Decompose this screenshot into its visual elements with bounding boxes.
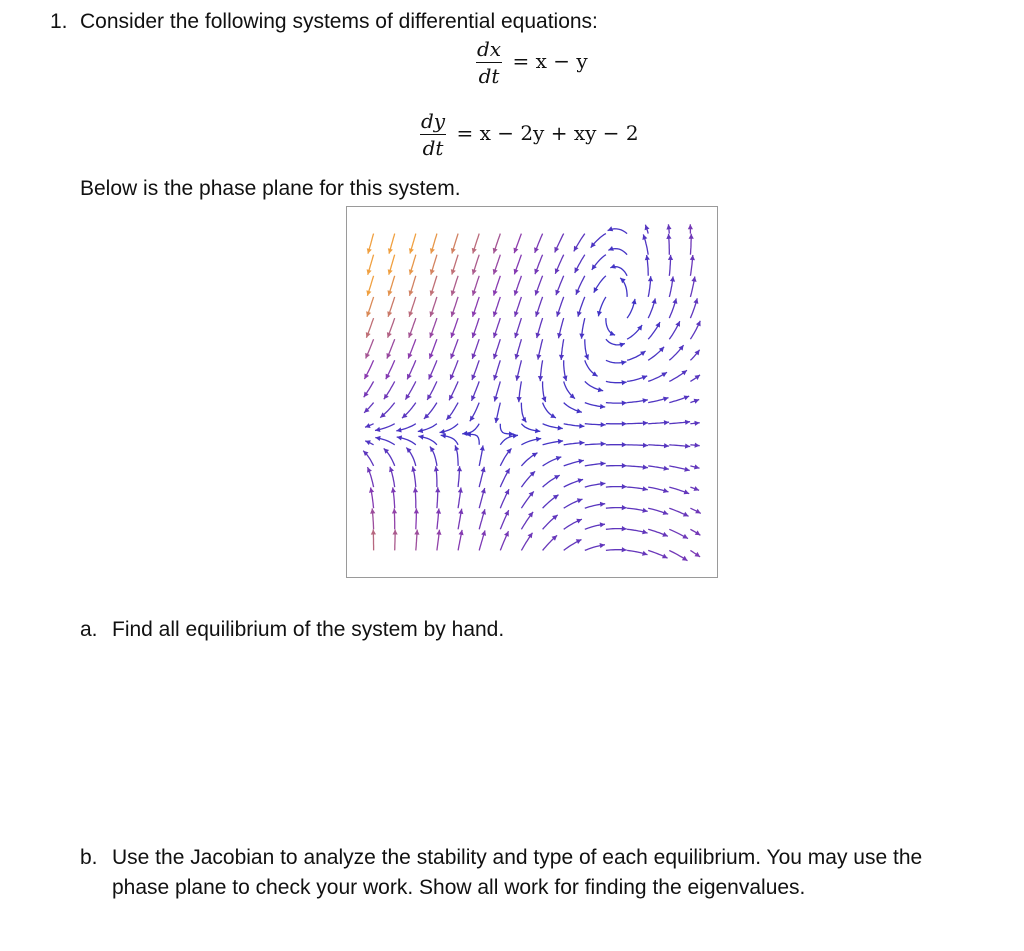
- stream-arrowhead: [681, 370, 687, 375]
- stream-arrowhead: [601, 422, 606, 427]
- stream-arrowhead: [620, 278, 626, 283]
- stream-line: [606, 318, 615, 335]
- stream-arrowhead: [440, 429, 445, 434]
- stream-arrowhead: [494, 418, 499, 423]
- stream-arrowhead: [370, 508, 375, 513]
- stream-arrowhead: [393, 530, 398, 535]
- stream-arrowhead: [396, 427, 401, 432]
- stream-arrowhead: [536, 354, 541, 359]
- phase-plane-plot: [347, 207, 717, 577]
- stream-arrowhead: [418, 428, 423, 433]
- stream-arrowhead: [557, 333, 562, 338]
- stream-arrowhead: [369, 488, 374, 493]
- stream-arrowhead: [666, 234, 671, 239]
- stream-arrowhead: [600, 461, 605, 466]
- stream-arrowhead: [648, 276, 653, 281]
- stream-arrowhead: [689, 234, 694, 239]
- fraction-denominator: dt: [478, 64, 500, 88]
- stream-arrowhead: [536, 333, 541, 339]
- stream-arrowhead: [406, 448, 411, 454]
- phase-plane-figure: [346, 206, 718, 578]
- stream-arrowhead: [685, 444, 690, 449]
- fraction-numerator: dy: [421, 109, 446, 133]
- stream-arrowhead: [598, 387, 604, 392]
- question-number: 1.: [50, 10, 68, 33]
- stream-arrowhead: [600, 404, 605, 409]
- stream-arrowhead: [642, 486, 647, 491]
- stream-arrowhead: [538, 376, 543, 381]
- stream-arrowhead: [481, 467, 486, 473]
- stream-arrowhead: [392, 508, 397, 513]
- stream-arrowhead: [515, 354, 520, 360]
- stream-arrowhead: [414, 530, 419, 535]
- stream-arrowhead: [371, 530, 376, 535]
- stream-arrowhead: [559, 355, 564, 360]
- stream-arrowhead: [668, 255, 673, 260]
- stream-arrowhead: [578, 459, 583, 464]
- stream-arrowhead: [664, 420, 669, 425]
- stream-arrowhead: [436, 509, 441, 514]
- stream-line: [466, 434, 479, 445]
- stream-arrowhead: [684, 467, 690, 472]
- stream-arrowhead: [622, 463, 627, 468]
- stream-arrowhead: [435, 487, 440, 492]
- stream-arrowhead: [414, 508, 419, 513]
- stream-arrowhead: [622, 421, 627, 426]
- equation-rhs: = x − 2y + xy − 2: [456, 121, 639, 145]
- stream-arrowhead: [622, 442, 627, 447]
- stream-arrowhead: [695, 443, 700, 448]
- stream-line: [500, 424, 514, 434]
- part-b-text-line1: Use the Jacobian to analyze the stability and type of each equilibrium. You may use the: [112, 846, 923, 869]
- part-b-label: b.: [80, 846, 98, 869]
- stream-arrowhead: [695, 375, 701, 380]
- stream-arrowhead: [375, 427, 380, 432]
- part-a-text: Find all equilibrium of the system by hand.: [112, 618, 505, 641]
- stream-arrowhead: [462, 431, 467, 436]
- stream-arrowhead: [622, 401, 627, 406]
- stream-arrowhead: [397, 435, 402, 440]
- stream-arrowhead: [664, 443, 669, 448]
- stream-arrowhead: [621, 360, 626, 365]
- phase-plane-caption: Below is the phase plane for this system.: [80, 177, 461, 200]
- stream-arrowhead: [643, 443, 648, 448]
- equation-dy-dt: [420, 110, 639, 159]
- stream-arrowhead: [528, 512, 533, 518]
- stream-arrowhead: [536, 437, 541, 442]
- equation-rhs: = x − y: [512, 49, 588, 73]
- stream-arrowhead: [577, 311, 582, 317]
- stream-arrowhead: [384, 394, 389, 400]
- fraction-dy-dt: [420, 110, 446, 159]
- stream-arrowhead: [364, 392, 369, 398]
- part-a: [80, 618, 504, 642]
- stream-arrowhead: [631, 299, 636, 304]
- fraction-denominator: dt: [422, 136, 444, 160]
- stream-arrowhead: [600, 543, 605, 548]
- part-b-text-line2: phase plane to check your work. Show all work for finding the eigenvalues.: [112, 876, 806, 899]
- stream-arrowhead: [643, 421, 648, 426]
- stream-arrowhead: [622, 484, 627, 489]
- stream-arrowhead: [458, 509, 463, 514]
- stream-arrowhead: [622, 547, 627, 552]
- stream-arrowhead: [411, 466, 416, 472]
- stream-arrowhead: [579, 334, 584, 339]
- stream-arrowhead: [622, 505, 627, 510]
- stream-arrowhead: [642, 398, 647, 403]
- stream-arrowhead: [652, 298, 657, 304]
- stream-arrowhead: [663, 466, 668, 471]
- stream-arrowhead: [457, 466, 462, 471]
- fraction-dx-dt: [476, 38, 502, 87]
- stream-arrowhead: [459, 530, 464, 535]
- stream-arrowhead: [418, 435, 423, 440]
- fraction-numerator: dx: [477, 37, 502, 61]
- stream-arrowhead: [622, 526, 627, 531]
- stream-arrowhead: [579, 423, 584, 428]
- stream-arrowhead: [688, 224, 693, 229]
- stream-arrowhead: [601, 441, 606, 446]
- part-b: [80, 846, 922, 900]
- stream-arrowhead: [517, 397, 522, 402]
- stream-arrowhead: [413, 487, 418, 492]
- question-prompt: Consider the following systems of differential equations:: [80, 10, 598, 33]
- stream-arrowhead: [597, 311, 602, 316]
- stream-arrowhead: [691, 277, 696, 282]
- equation-dx-dt: [476, 38, 588, 87]
- stream-arrowhead: [515, 375, 520, 381]
- stream-arrowhead: [493, 290, 498, 296]
- stream-arrowhead: [642, 529, 648, 534]
- stream-arrowhead: [690, 255, 695, 260]
- stream-arrowhead: [642, 508, 647, 513]
- stream-arrowhead: [375, 436, 380, 441]
- stream-arrowhead: [579, 440, 584, 445]
- part-a-label: a.: [80, 618, 98, 641]
- stream-arrowhead: [600, 481, 605, 486]
